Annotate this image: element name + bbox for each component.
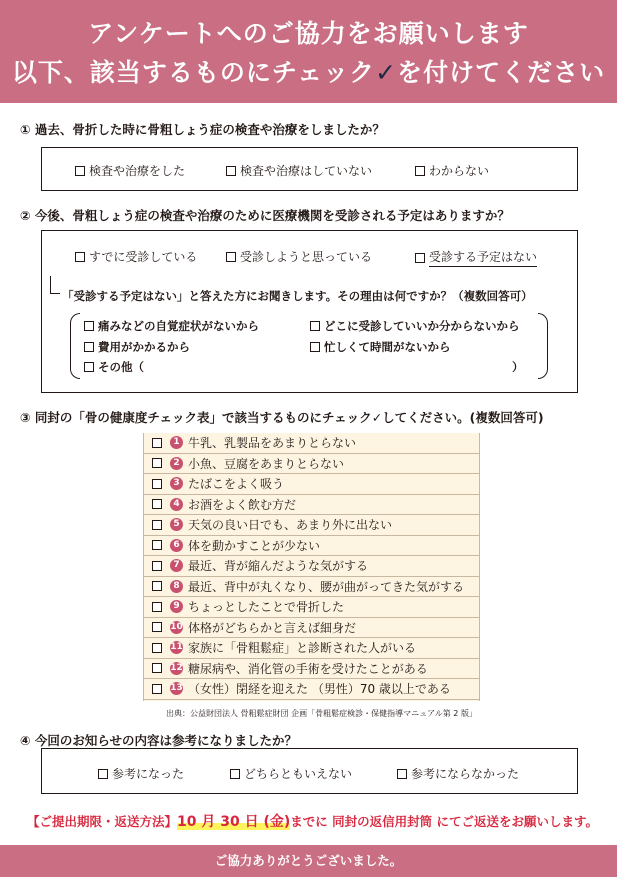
option-label: 参考になった: [112, 767, 185, 781]
checklist-row[interactable]: [144, 577, 480, 598]
reason-cost[interactable]: [84, 339, 190, 355]
question-1-box: [41, 147, 578, 191]
item-number-badge: 6: [170, 539, 183, 552]
item-text: 最近、背中が丸くなり、腰が曲がってきた気がする: [188, 579, 465, 594]
checklist-row[interactable]: [144, 659, 480, 680]
reason-label: 費用がかかるから: [98, 340, 190, 354]
option-label: 参考にならなかった: [411, 767, 520, 781]
survey-header: [0, 0, 617, 103]
checkbox[interactable]: [226, 252, 236, 262]
reason-other-close: ）: [512, 360, 524, 374]
item-number-badge: 9: [170, 600, 183, 613]
checklist-row[interactable]: [144, 474, 480, 495]
checklist-row[interactable]: [144, 556, 480, 577]
checkbox[interactable]: [415, 166, 425, 176]
deadline-label: 【ご提出期限・返送方法】: [27, 814, 178, 829]
option-label: すでに受診している: [89, 250, 198, 264]
q2-option-planning[interactable]: [226, 248, 372, 265]
checklist-row[interactable]: [144, 679, 480, 700]
check-mark-icon: ✓: [375, 58, 398, 87]
checkbox[interactable]: [98, 769, 108, 779]
checkbox[interactable]: [152, 499, 162, 509]
reason-busy[interactable]: [310, 339, 451, 355]
checkbox[interactable]: [230, 769, 240, 779]
q2-option-already[interactable]: [75, 248, 197, 265]
question-2-box: [41, 230, 578, 393]
reason-label: 忙しくて時間がないから: [324, 340, 451, 354]
item-text: 体格がどちらかと言えば細身だ: [188, 620, 357, 635]
item-text: 体を動かすことが少ない: [188, 538, 321, 553]
check-mark-icon: ✓: [371, 410, 383, 425]
bracket-right: [538, 313, 548, 379]
q4-option-neutral[interactable]: [230, 765, 352, 782]
checkbox[interactable]: [84, 321, 94, 331]
reason-label: 痛みなどの自覚症状がないから: [98, 319, 259, 333]
question-4-box: [41, 748, 578, 794]
followup-question: 「受診する予定はない」と答えた方にお聞きします。その理由は何ですか？（複数回答可）: [62, 289, 533, 303]
checkbox[interactable]: [310, 342, 320, 352]
checkbox[interactable]: [152, 479, 162, 489]
checkbox[interactable]: [152, 438, 162, 448]
item-text: 最近、背が縮んだような気がする: [188, 559, 369, 574]
item-number-badge: 10: [170, 621, 183, 632]
submission-deadline: [27, 811, 598, 831]
option-label: 受診しようと思っている: [240, 250, 373, 264]
bone-health-checklist: [143, 433, 480, 701]
header-title: アンケートへのご協力をお願いします: [88, 19, 529, 48]
item-number-badge: 13: [170, 683, 183, 694]
option-label: わからない: [429, 164, 490, 178]
checkbox[interactable]: [75, 166, 85, 176]
checkbox[interactable]: [152, 663, 162, 673]
header-instruction-post: を付けてください: [397, 58, 606, 87]
header-instruction-pre: 以下、該当するものにチェック: [11, 58, 376, 87]
q4-option-not-helpful[interactable]: [397, 765, 519, 782]
reason-no-symptoms[interactable]: [84, 318, 259, 334]
item-number-badge: 5: [170, 518, 183, 531]
bracket-left: [70, 313, 80, 379]
checklist-row[interactable]: [144, 433, 480, 454]
item-text: （女性）閉経を迎えた （男性）70 歳以上である: [188, 682, 451, 697]
checklist-row[interactable]: [144, 495, 480, 516]
q1-option-treated[interactable]: [75, 162, 185, 179]
item-text: 牛乳、乳製品をあまりとらない: [188, 436, 357, 451]
checkbox[interactable]: [84, 362, 94, 372]
reason-dont-know-where[interactable]: [310, 318, 520, 334]
reason-label: どこに受診していいか分からないから: [324, 319, 520, 333]
q1-option-not-treated[interactable]: [226, 162, 372, 179]
source-citation: 出典：公益財団法人 骨粗鬆症財団 企画「骨粗鬆症検診・保健指導マニュアル第 2 版」: [166, 709, 477, 718]
checkbox[interactable]: [152, 684, 162, 694]
item-number-badge: 7: [170, 559, 183, 572]
checkbox[interactable]: [84, 342, 94, 352]
item-number-badge: 11: [170, 642, 183, 653]
checklist-row[interactable]: [144, 454, 480, 475]
item-number-badge: 8: [170, 580, 183, 593]
checkbox[interactable]: [152, 458, 162, 468]
checklist-row[interactable]: [144, 618, 480, 639]
item-text: たばこをよく吸う: [188, 477, 285, 492]
item-number-badge: 3: [170, 477, 183, 490]
deadline-date: 10 月 30 日 (金): [177, 814, 291, 830]
item-number-badge: 4: [170, 498, 183, 511]
checkbox[interactable]: [152, 561, 162, 571]
checklist-row[interactable]: [144, 515, 480, 536]
item-number-badge: 12: [170, 662, 183, 673]
checkbox[interactable]: [152, 602, 162, 612]
item-text: 家族に「骨粗鬆症」と診断された人がいる: [188, 641, 417, 656]
q2-option-no-plan[interactable]: [415, 248, 537, 267]
question-4-title: ④ 今回のお知らせの内容は参考になりましたか？: [20, 733, 298, 748]
followup-connector: [50, 276, 51, 294]
item-number-badge: 2: [170, 457, 183, 470]
checklist-row[interactable]: [144, 597, 480, 618]
reason-label: その他（: [98, 360, 144, 374]
item-number-badge: 1: [170, 436, 183, 449]
checklist-row[interactable]: [144, 536, 480, 557]
checkbox[interactable]: [152, 643, 162, 653]
reason-other[interactable]: [84, 359, 144, 375]
item-text: 糖尿病や、消化管の手術を受けたことがある: [188, 661, 428, 676]
checklist-row[interactable]: [144, 638, 480, 659]
deadline-method: までに 同封の返信用封筒 にてご返送をお願いします。: [290, 814, 598, 829]
checkbox[interactable]: [415, 253, 425, 263]
q3-title-post: してください。(複数回答可): [382, 410, 544, 425]
checkbox[interactable]: [226, 166, 236, 176]
option-label: どちらともいえない: [244, 767, 353, 781]
checkbox[interactable]: [152, 581, 162, 591]
checkbox[interactable]: [397, 769, 407, 779]
item-text: ちょっとしたことで骨折した: [188, 600, 345, 615]
checkbox[interactable]: [310, 321, 320, 331]
checkbox[interactable]: [152, 540, 162, 550]
option-label: 検査や治療をした: [89, 164, 186, 178]
q4-option-helpful[interactable]: [98, 765, 184, 782]
question-1-title: ① 過去、骨折した時に骨粗しょう症の検査や治療をしましたか？: [20, 122, 385, 137]
question-2-title: ② 今後、骨粗しょう症の検査や治療のために医療機関を受診される予定はありますか？: [20, 208, 510, 223]
item-text: お酒をよく飲む方だ: [188, 497, 297, 512]
header-instruction: [0, 53, 617, 89]
option-label: 検査や治療はしていない: [240, 164, 373, 178]
item-text: 天気の良い日でも、あまり外に出ない: [188, 518, 393, 533]
q3-title-pre: ③ 同封の「骨の健康度チェック表」で該当するものにチェック: [20, 410, 372, 425]
checkbox[interactable]: [75, 252, 85, 262]
checkbox[interactable]: [152, 520, 162, 530]
checkbox[interactable]: [152, 622, 162, 632]
q1-option-unknown[interactable]: [415, 162, 489, 179]
question-3-title: [20, 408, 544, 426]
thank-you-footer: ご協力ありがとうございました。: [0, 845, 617, 877]
option-label: 受診する予定はない: [429, 248, 537, 267]
item-text: 小魚、豆腐をあまりとらない: [188, 456, 345, 471]
followup-arrow-icon: [50, 293, 60, 294]
